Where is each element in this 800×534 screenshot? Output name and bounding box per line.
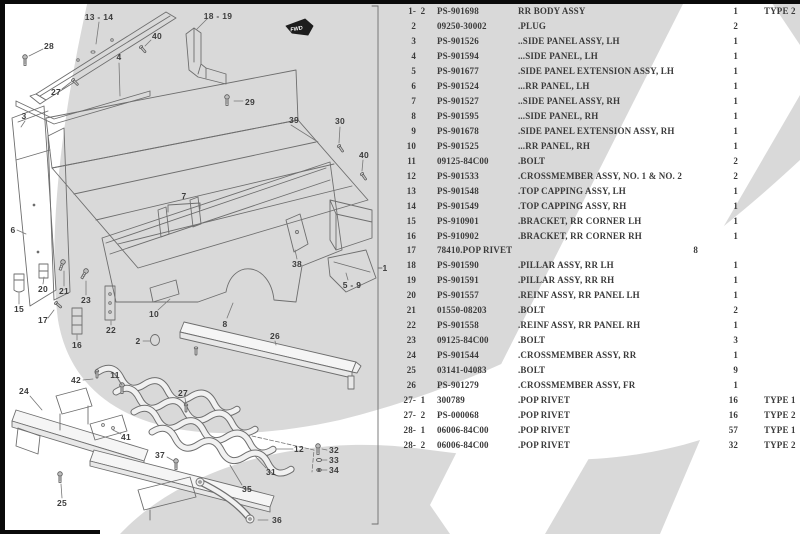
- description-cell: .POP RIVET: [518, 409, 571, 420]
- description-cell: ...SIDE PANEL, RH: [518, 111, 599, 122]
- scan-border-left: [0, 0, 5, 534]
- qty-cell: 1: [733, 36, 738, 47]
- qty-cell: 1: [733, 185, 738, 196]
- qty-cell: 1: [733, 6, 738, 17]
- sub-ref-cell: 2: [420, 409, 426, 420]
- description-cell: .PILLAR ASSY, RR LH: [518, 260, 614, 271]
- qty-cell: 1: [733, 66, 738, 77]
- part-number-cell: 01550-08203: [437, 305, 487, 316]
- table-row: [396, 153, 800, 168]
- scan-border-bottom: [0, 530, 100, 534]
- diagram-callout: 17: [37, 315, 49, 325]
- description-cell: .POP RIVET: [518, 394, 571, 405]
- ref-cell: 2: [411, 21, 416, 32]
- description-cell: .CROSSMEMBER ASSY, FR: [518, 379, 636, 390]
- part-number-cell: 09125-84C00: [437, 335, 489, 346]
- type-cell: TYPE 2: [764, 6, 796, 17]
- ref-cell: 20: [406, 290, 416, 301]
- type-cell: TYPE 2: [764, 439, 796, 450]
- qty-cell: 1: [733, 111, 738, 122]
- table-row: [396, 407, 800, 422]
- description-cell: .REINF ASSY, RR PANEL LH: [518, 290, 640, 301]
- ref-cell: 3: [411, 36, 416, 47]
- diagram-callout: 12: [293, 444, 305, 454]
- description-cell: .BRACKET, RR CORNER RH: [518, 230, 642, 241]
- part-number-cell: PS-901595: [437, 111, 479, 122]
- table-row: [396, 124, 800, 139]
- description-cell: .BOLT: [518, 364, 546, 375]
- scan-border-top: [0, 0, 800, 4]
- ref-cell: 27-: [403, 394, 416, 405]
- diagram-callout: 36: [271, 515, 283, 525]
- sub-ref-cell: 1: [420, 424, 426, 435]
- table-row: [396, 64, 800, 79]
- ref-cell: 19: [406, 275, 416, 286]
- qty-cell: 1: [733, 320, 738, 331]
- ref-cell: 8: [411, 111, 416, 122]
- description-cell: ..SIDE PANEL ASSY, RH: [518, 96, 621, 107]
- description-cell: .CROSSMEMBER ASSY, NO. 1 & NO. 2: [518, 170, 682, 181]
- ref-cell: 28-: [403, 424, 416, 435]
- part-number-cell: PS-901698: [437, 6, 479, 17]
- part-number-cell: PS-901533: [437, 170, 479, 181]
- part-number-cell: PS-901594: [437, 51, 479, 62]
- qty-cell: 16: [728, 409, 738, 420]
- type-cell: TYPE 2: [764, 409, 796, 420]
- table-row: [396, 333, 800, 348]
- diagram-callout: 28: [43, 41, 55, 51]
- diagram-callout: 8: [222, 319, 228, 329]
- qty-cell: 32: [728, 439, 738, 450]
- part-number-cell: PS-901677: [437, 66, 479, 77]
- table-row: [396, 183, 800, 198]
- diagram-callout: 26: [269, 331, 281, 341]
- description-cell: .PLUG: [518, 21, 547, 32]
- svg-text:FWD: FWD: [289, 25, 304, 34]
- qty-cell: 3: [733, 335, 738, 346]
- ref-cell: 5: [411, 66, 416, 77]
- description-cell: .PILLAR ASSY, RR RH: [518, 275, 615, 286]
- table-row: [396, 288, 800, 303]
- table-row: [396, 363, 800, 378]
- ref-cell: 25: [406, 364, 416, 375]
- qty-cell: 1: [733, 275, 738, 286]
- diagram-callout: 5 - 9: [342, 280, 362, 290]
- diagram-callout: 39: [288, 115, 300, 125]
- description-cell: .POP RIVET: [518, 424, 571, 435]
- part-number-cell: PS-901678: [437, 125, 479, 136]
- ref-cell: 26: [406, 379, 416, 390]
- part-number-cell: PS-910901: [437, 215, 479, 226]
- ref-cell: 6: [411, 81, 416, 92]
- part-number-cell: PS-901279: [437, 379, 479, 390]
- description-cell: RR BODY ASSY: [518, 6, 586, 17]
- qty-cell: 1: [733, 290, 738, 301]
- diagram-callout: 34: [328, 465, 340, 475]
- ref-cell: 10: [406, 140, 416, 151]
- qty-cell: 57: [728, 424, 738, 435]
- diagram-callout: 27: [177, 388, 189, 398]
- diagram-callout: 18 - 19: [203, 11, 233, 21]
- qty-cell: 1: [733, 81, 738, 92]
- ref-cell: 9: [411, 125, 416, 136]
- ref-cell: 24: [406, 350, 416, 361]
- table-row: [396, 198, 800, 213]
- ref-cell: 4: [411, 51, 416, 62]
- table-row: [396, 273, 800, 288]
- table-row: [396, 303, 800, 318]
- table-row: [396, 94, 800, 109]
- table-row: [396, 377, 800, 392]
- description-cell: .SIDE PANEL EXTENSION ASSY, LH: [518, 66, 675, 77]
- ref-cell: 1-: [408, 6, 416, 17]
- description-cell: .SIDE PANEL EXTENSION ASSY, RH: [518, 125, 675, 136]
- diagram-callout: 31: [265, 467, 277, 477]
- diagram-callout: 40: [151, 31, 163, 41]
- part-number-cell: PS-901590: [437, 260, 479, 271]
- ref-cell: 16: [406, 230, 416, 241]
- description-cell: ..SIDE PANEL ASSY, LH: [518, 36, 620, 47]
- diagram-callout: 30: [334, 116, 346, 126]
- diagram-callout: 40: [358, 150, 370, 160]
- description-cell: .BOLT: [518, 305, 546, 316]
- description-cell: .POP RIVET: [518, 439, 571, 450]
- table-row: [396, 318, 800, 333]
- description-cell: .REINF ASSY, RR PANEL RH: [518, 320, 641, 331]
- diagram-callout: 37: [154, 450, 166, 460]
- description-cell: ...RR PANEL, LH: [518, 81, 590, 92]
- part-number-cell: 78410.POP RIVET: [437, 245, 513, 256]
- diagram-callout: 22: [105, 325, 117, 335]
- diagram-callout: 16: [71, 340, 83, 350]
- diagram-callout: 23: [80, 295, 92, 305]
- qty-cell: 1: [733, 200, 738, 211]
- table-row: [396, 19, 800, 34]
- part-number-cell: PS-901557: [437, 290, 479, 301]
- part-number-cell: PS-901524: [437, 81, 479, 92]
- part-number-cell: 06006-84C00: [437, 424, 489, 435]
- type-cell: TYPE 1: [764, 424, 796, 435]
- qty-cell: 2: [733, 155, 738, 166]
- diagram-callout: 33: [328, 455, 340, 465]
- diagram-callout: 35: [241, 484, 253, 494]
- ref-cell: 7: [411, 96, 416, 107]
- diagram-callout: 20: [37, 284, 49, 294]
- part-number-cell: PS-901527: [437, 96, 479, 107]
- sub-ref-cell: 1: [420, 394, 426, 405]
- diagram-callout: 2: [135, 336, 141, 346]
- ref-cell: 13: [406, 185, 416, 196]
- description-cell: .BOLT: [518, 335, 546, 346]
- description-cell: .BOLT: [518, 155, 546, 166]
- description-cell: .BRACKET, RR CORNER LH: [518, 215, 642, 226]
- ref-cell: 27-: [403, 409, 416, 420]
- part-number-cell: PS-901526: [437, 36, 479, 47]
- part-number-cell: PS-901591: [437, 275, 479, 286]
- diagram-callout: 10: [148, 309, 160, 319]
- part-number-cell: 09250-30002: [437, 21, 487, 32]
- diagram-callout: 41: [120, 432, 132, 442]
- diagram-callout: 3: [21, 111, 27, 121]
- description-cell: .TOP CAPPING ASSY, LH: [518, 185, 626, 196]
- type-cell: TYPE 1: [764, 394, 796, 405]
- part-number-cell: 09125-84C00: [437, 155, 489, 166]
- sub-ref-cell: 2: [420, 439, 426, 450]
- parts-table: [396, 4, 800, 452]
- part-number-cell: 300789: [437, 394, 465, 405]
- qty-cell: 1: [733, 350, 738, 361]
- ref-cell: 15: [406, 215, 416, 226]
- description-cell: .CROSSMEMBER ASSY, RR: [518, 350, 637, 361]
- part-number-cell: PS-901548: [437, 185, 479, 196]
- part-number-cell: PS-000068: [437, 409, 479, 420]
- part-number-cell: PS-901558: [437, 320, 479, 331]
- table-row: [396, 392, 800, 407]
- ref-cell: 12: [406, 170, 416, 181]
- ref-cell: 23: [406, 335, 416, 346]
- diagram-callout: 24: [18, 386, 30, 396]
- ref-cell: 14: [406, 200, 416, 211]
- part-number-cell: PS-901549: [437, 200, 479, 211]
- table-row: [396, 4, 800, 19]
- table-row: [396, 348, 800, 363]
- sub-ref-cell: 2: [420, 6, 426, 17]
- table-row: [396, 228, 800, 243]
- diagram-callout: 13 - 14: [84, 12, 114, 22]
- qty-cell: 16: [728, 394, 738, 405]
- part-number-cell: 06006-84C00: [437, 439, 489, 450]
- table-row: [396, 79, 800, 94]
- diagram-callout-layer: [0, 0, 392, 534]
- description-cell: .TOP CAPPING ASSY, RH: [518, 200, 627, 211]
- diagram-callout: 32: [328, 445, 340, 455]
- diagram-callout: 15: [13, 304, 25, 314]
- ref-cell: 28-: [403, 439, 416, 450]
- qty-cell: 8: [693, 245, 698, 256]
- table-row: [396, 49, 800, 64]
- part-number-cell: PS-901544: [437, 350, 479, 361]
- qty-cell: 2: [733, 170, 738, 181]
- description-cell: ...RR PANEL, RH: [518, 140, 591, 151]
- ref-cell: 11: [407, 155, 416, 166]
- diagram-callout: 27: [50, 87, 62, 97]
- description-cell: ...SIDE PANEL, LH: [518, 51, 598, 62]
- table-row: [396, 213, 800, 228]
- diagram-callout: 7: [181, 191, 187, 201]
- diagram-callout: 4: [116, 52, 122, 62]
- diagram-callout: 25: [56, 498, 68, 508]
- part-number-cell: 03141-04083: [437, 364, 487, 375]
- part-number-cell: PS-910902: [437, 230, 479, 241]
- table-row: [396, 109, 800, 124]
- qty-cell: 1: [733, 140, 738, 151]
- diagram-callout: 6: [10, 225, 16, 235]
- table-row: [396, 138, 800, 153]
- ref-cell: 17: [406, 245, 416, 256]
- qty-cell: 1: [733, 125, 738, 136]
- diagram-callout: 21: [58, 286, 70, 296]
- qty-cell: 1: [733, 379, 738, 390]
- table-row: [396, 422, 800, 437]
- qty-cell: 9: [733, 364, 738, 375]
- part-number-cell: PS-901525: [437, 140, 479, 151]
- ref-cell: 18: [406, 260, 416, 271]
- table-row: [396, 258, 800, 273]
- table-row: [396, 243, 800, 258]
- ref-cell: 22: [406, 320, 416, 331]
- diagram-callout: 29: [244, 97, 256, 107]
- qty-cell: 1: [733, 51, 738, 62]
- qty-cell: 1: [733, 215, 738, 226]
- qty-cell: 2: [733, 305, 738, 316]
- diagram-callout: 11: [110, 370, 120, 380]
- qty-cell: 2: [733, 21, 738, 32]
- ref-cell: 21: [406, 305, 416, 316]
- qty-cell: 1: [733, 230, 738, 241]
- table-row: [396, 34, 800, 49]
- table-row: [396, 168, 800, 183]
- diagram-callout: 1: [382, 263, 388, 273]
- diagram-callout: 38: [291, 259, 303, 269]
- qty-cell: 1: [733, 96, 738, 107]
- diagram-callout: 42: [70, 375, 82, 385]
- table-row: [396, 437, 800, 452]
- qty-cell: 1: [733, 260, 738, 271]
